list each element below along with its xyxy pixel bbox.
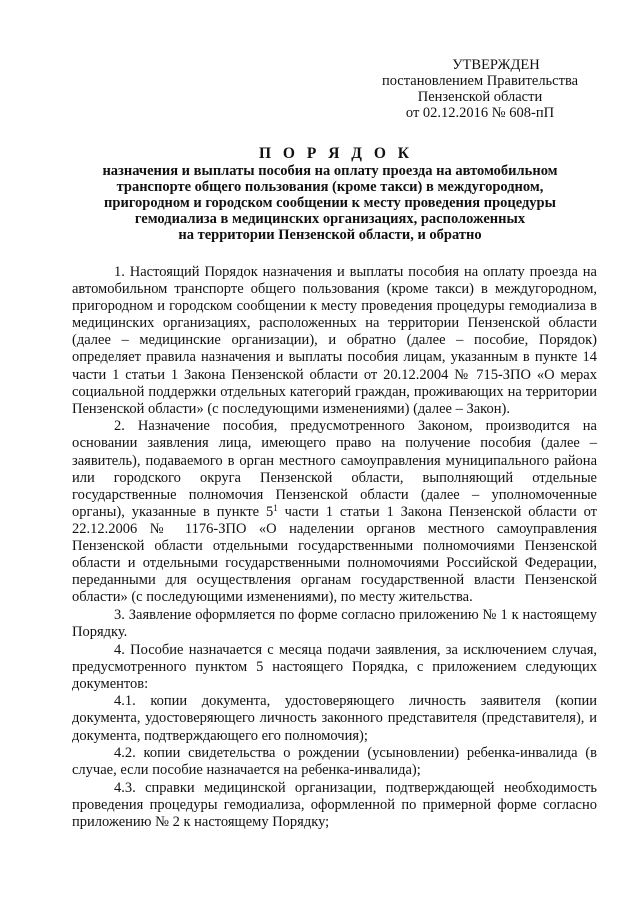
paragraph-3: 3. Заявление оформляется по форме согласно приложению № 1 к настоящему Порядку. xyxy=(72,606,597,640)
paragraph-2-text-after: части 1 статьи 1 Закона Пензенской области от 22.12.2006 № 1176-ЗПО «О наделении органов местного самоуправления Пензенской области отдельными государственными полномочиями Пензенской области и отдельными государственными полномочиями Российской Федерации, переданными для осуществления органам государственной власти Пензенской области» (с последующими изменениями), по месту жительства. xyxy=(72,503,597,606)
superscript: 1 xyxy=(273,502,278,513)
paragraph-1: 1. Настоящий Порядок назначения и выплаты пособия на оплату проезда на автомобильном транспорте общего пользования (кроме такси) в междугородном, пригородном и городском сообщении к месту проведения процедуры гемодиализа в медицинских организациях, расположенных на территории Пензенской области (далее – медицинские организации), и обратно (далее – пособие, Порядок) определяет правила назначения и выплаты пособия лицам, указанным в пункте 14 части 1 статьи 1 Закона Пензенской области от 20.12.2004 № 715-ЗПО «О мерах социальной поддержки отдельных категорий граждан, проживающих на территории Пензенской области» (с последующими изменениями) (далее – Закон). xyxy=(72,264,597,417)
approval-title: УТВЕРЖДЕН xyxy=(452,57,540,73)
paragraph-2 xyxy=(72,418,597,606)
approval-line-4: от 02.12.2016 № 608-пП xyxy=(405,105,555,121)
paragraph-2-text-before: 2. Назначение пособия, предусмотренного Законом, производится на основании заявления лица, имеющего право на получение пособия (далее – заявитель), подаваемого в орган местного самоуправления муниципального района или городского округа Пензенской области, выполняющий отдельные государственные полномочия Пензенской области (далее – уполномоченные органы), указанные в пункте 5 xyxy=(72,418,597,520)
paragraph-4-3: 4.3. справки медицинской организации, подтверждающей необходимость проведения процедуры гемодиализа, оформленной по примерной форме согласно приложению № 2 к настоящему Порядку; xyxy=(72,779,597,830)
approval-line-3: Пензенской области xyxy=(417,89,543,105)
document-title: П О Р Я Д О К xyxy=(259,145,413,162)
approval-stamp xyxy=(360,57,600,121)
paragraph-4: 4. Пособие назначается с месяца подачи заявления, за исключением случая, предусмотренного пунктом 5 настоящего Порядка, с приложением следующих документов: xyxy=(72,641,597,692)
document-heading xyxy=(70,163,590,243)
heading-line: назначения и выплаты пособия на оплату проезда на автомобильном xyxy=(102,163,558,179)
heading-line: транспорте общего пользования (кроме такси) в междугородном, xyxy=(116,179,544,195)
heading-line: на территории Пензенской области, и обратно xyxy=(178,227,482,243)
paragraph-4-1: 4.1. копии документа, удостоверяющего личность заявителя (копии документа, удостоверяющего личность законного представителя (представителя), и документа, подтверждающего его полномочия); xyxy=(72,693,597,744)
heading-line: гемодиализа в медицинских организациях, расположенных xyxy=(134,211,526,227)
document-body xyxy=(72,264,597,831)
heading-line: пригородном и городском сообщении к месту проведения процедуры xyxy=(104,195,556,211)
approval-line-2: постановлением Правительства xyxy=(381,73,579,89)
paragraph-4-2: 4.2. копии свидетельства о рождении (усыновлении) ребенка-инвалида (в случае, если пособие назначается на ребенка-инвалида); xyxy=(72,745,597,779)
